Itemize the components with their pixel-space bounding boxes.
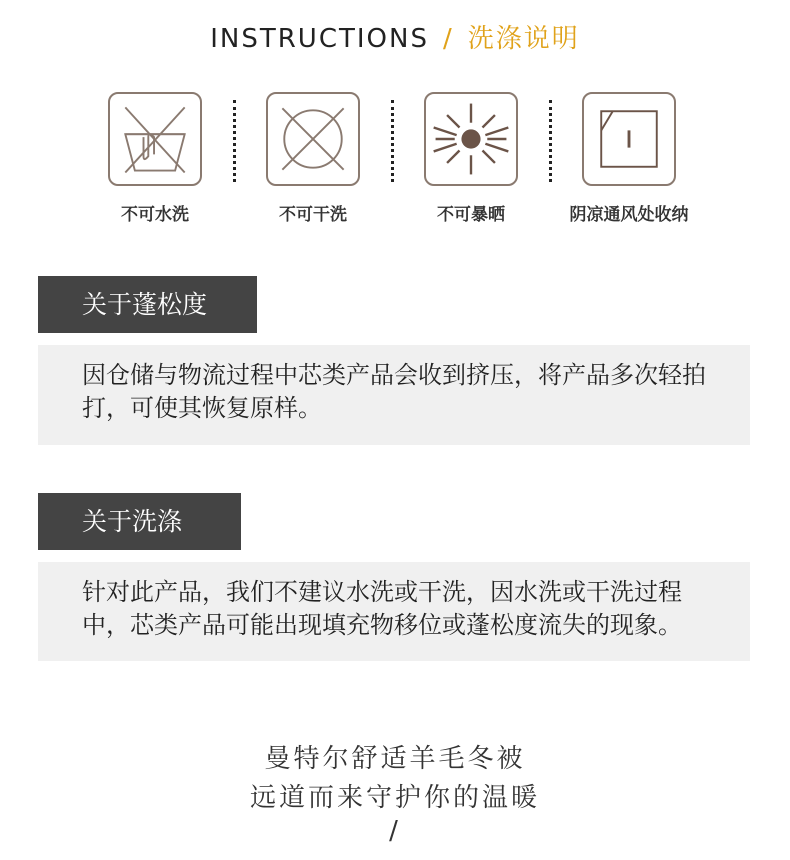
section-heading: 关于蓬松度 [38, 276, 257, 333]
footer-slash: / [389, 816, 401, 846]
icon-label: 不可暴晒 [437, 205, 505, 225]
shade-dry-icon [582, 92, 676, 186]
no-sun-icon [424, 92, 518, 186]
section-heading: 关于洗涤 [38, 493, 241, 550]
no-dry-clean-icon [266, 92, 360, 186]
icon-label: 不可水洗 [121, 205, 189, 225]
page-title [0, 18, 790, 55]
no-wash-icon [108, 92, 202, 186]
footer-line-2: 远道而来守护你的温暖 [249, 783, 540, 813]
title-en: INSTRUCTIONS [210, 24, 429, 54]
divider [233, 100, 236, 182]
title-separator: / [442, 24, 454, 54]
title-cn: 洗涤说明 [467, 24, 580, 54]
icon-label: 阴凉通风处收纳 [569, 205, 689, 225]
section-text: 因仓储与物流过程中芯类产品会收到挤压，将产品多次轻拍打，可使其恢复原样。 [38, 345, 750, 445]
divider [549, 100, 552, 182]
icon-label: 不可干洗 [279, 205, 347, 225]
footer-line-1: 曼特尔舒适羊毛冬被 [264, 744, 526, 774]
section-text: 针对此产品，我们不建议水洗或干洗，因水洗或干洗过程中，芯类产品可能出现填充物移位或蓬松度流失的现象。 [38, 562, 750, 661]
divider [391, 100, 394, 182]
